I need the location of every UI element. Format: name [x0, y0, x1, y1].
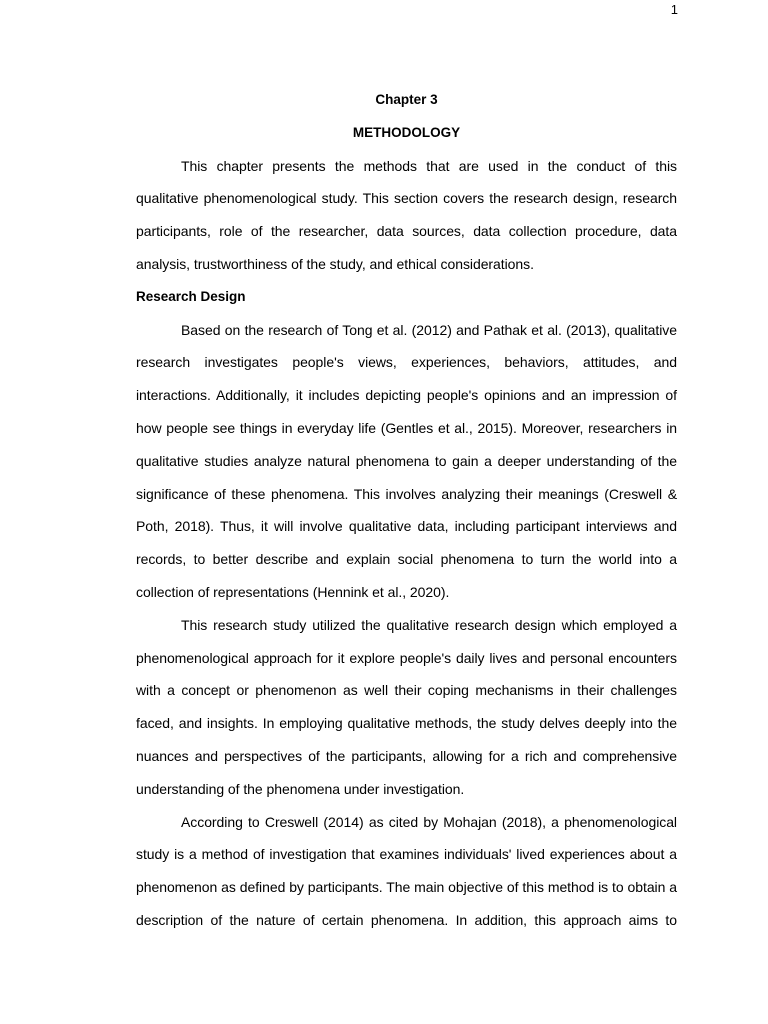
chapter-label: Chapter 3: [375, 92, 438, 107]
section-heading: Research Design: [136, 288, 246, 304]
page-content: [136, 84, 677, 937]
body-paragraph: This research study utilized the qualitative research design which employed a phenomenological approach for it explore people's daily lives and personal encounters with a concept or phenomenon as well their coping mechanisms in their challenges faced, and insights. In employing qualitative methods, the study delves deeply into the nuances and perspectives of the participants, allowing for a rich and comprehensive understanding of the phenomena under investigation.: [136, 616, 677, 797]
page-number: 1: [670, 2, 678, 17]
intro-paragraph: This chapter presents the methods that are used in the conduct of this qualitative phenomenological study. This section covers the research design, research participants, role of the researcher, data sources, data collection procedure, data analysis, trustworthiness of the study, and ethical considerations.: [136, 157, 677, 272]
body-paragraph: Based on the research of Tong et al. (2012) and Pathak et al. (2013), qualitative research investigates people's views, experiences, behaviors, attitudes, and interactions. Additionally, it includes depicting people's opinions and an impression of how people see things in everyday life (Gentles et al., 2015). Moreover, researchers in qualitative studies analyze natural phenomena to gain a deeper understanding of the significance of these phenomena. This involves analyzing their meanings (Creswell & Poth, 2018). Thus, it will involve qualitative data, including participant interviews and records, to better describe and explain social phenomena to turn the world into a collection of representations (Hennink et al., 2020).: [136, 321, 677, 600]
chapter-title: METHODOLOGY: [352, 124, 461, 140]
body-paragraph: According to Creswell (2014) as cited by Mohajan (2018), a phenomenological study is a method of investigation that examines individuals' lived experiences about a phenomenon as defined by participants. The main objective of this method is to obtain a description of the nature of certain phenomena. In addition, this approach aims to: [136, 813, 677, 928]
